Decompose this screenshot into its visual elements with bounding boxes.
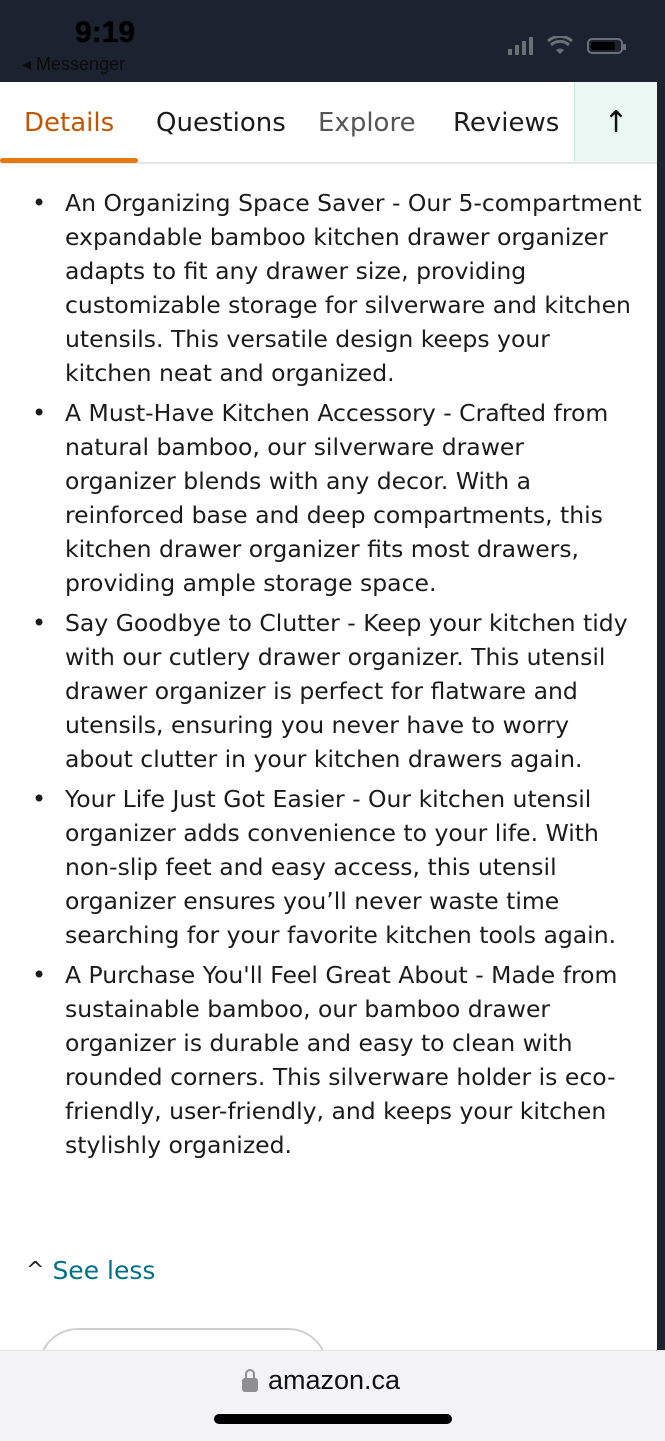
browser-url-bar[interactable] bbox=[0, 1350, 665, 1441]
feature-bullet-list bbox=[30, 186, 642, 1162]
feature-bullet: • A Must-Have Kitchen Accessory - Crafted from natural bamboo, our silverware drawer organizer blends with any decor. With a reinforced base and deep compartments, this kitchen drawer organizer fits most drawers, providing ample storage space. bbox=[30, 396, 642, 600]
url-domain: amazon.ca bbox=[268, 1365, 401, 1395]
product-details bbox=[30, 186, 642, 1168]
chevron-up-icon: ^ bbox=[26, 1258, 45, 1283]
see-less-link[interactable] bbox=[26, 1256, 155, 1285]
url-display[interactable] bbox=[242, 1365, 400, 1396]
feature-bullet: • A Purchase You'll Feel Great About - Made from sustainable bamboo, our bamboo drawer organizer is durable and easy to clean with rounded corners. This silverware holder is eco-friendly, user-friendly, and keeps your kitchen stylishly organized. bbox=[30, 958, 642, 1162]
wifi-icon bbox=[547, 36, 573, 56]
feature-bullet: • Your Life Just Got Easier - Our kitchen utensil organizer adds convenience to your life. With non-slip feet and easy access, this utensil organizer ensures you’ll never waste time searching for your favorite kitchen tools again. bbox=[30, 782, 642, 952]
arrow-up-icon: ↑ bbox=[603, 104, 629, 140]
tab-details[interactable]: Details bbox=[24, 108, 115, 138]
back-to-messenger-link[interactable]: ◂ Messenger bbox=[22, 54, 126, 74]
cellular-signal-icon bbox=[508, 37, 533, 55]
see-less-label: See less bbox=[52, 1256, 156, 1285]
back-to-top-button[interactable] bbox=[574, 82, 657, 162]
feature-bullet: • Say Goodbye to Clutter - Keep your kitchen tidy with our cutlery drawer organizer. This utensil drawer organizer is perfect for flatware and utensils, ensuring you never have to worry about clutter in your kitchen drawers again. bbox=[30, 606, 642, 776]
battery-icon bbox=[587, 38, 623, 54]
screen-edge bbox=[657, 82, 665, 1350]
status-bar bbox=[0, 0, 665, 82]
status-time: 9:19 bbox=[75, 16, 136, 49]
tab-reviews[interactable]: Reviews bbox=[453, 108, 560, 138]
tab-questions[interactable]: Questions bbox=[156, 108, 286, 138]
tab-explore[interactable]: Explore bbox=[318, 108, 416, 138]
lock-icon bbox=[242, 1378, 258, 1392]
status-icons bbox=[508, 36, 623, 56]
active-tab-indicator bbox=[0, 158, 138, 163]
product-tab-bar bbox=[0, 82, 665, 164]
feature-bullet: • An Organizing Space Saver - Our 5-compartment expandable bamboo kitchen drawer organizer adapts to fit any drawer size, providing customizable storage for silverware and kitchen utensils. This versatile design keeps your kitchen neat and organized. bbox=[30, 186, 642, 390]
home-indicator[interactable] bbox=[214, 1414, 452, 1424]
